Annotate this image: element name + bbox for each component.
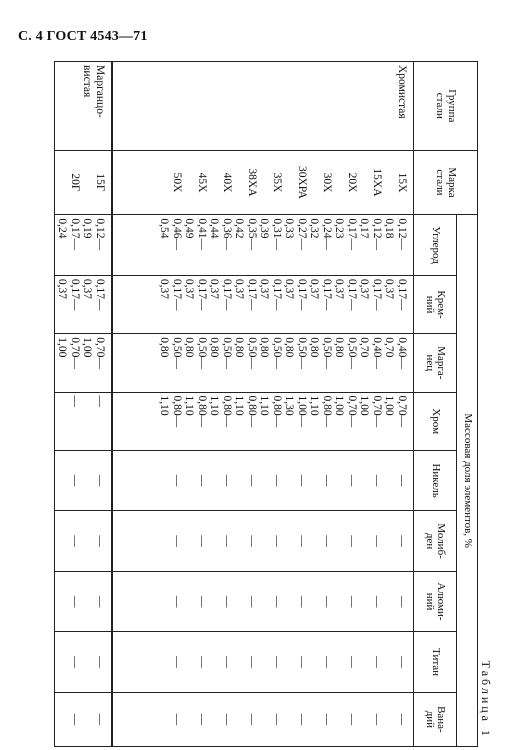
page-header: С. 4 ГОСТ 4543—71 xyxy=(18,29,148,44)
vanadium-dash: — xyxy=(346,713,358,726)
molybdenum-dash: — xyxy=(93,535,106,547)
silicon-value: 0,37 xyxy=(183,278,196,299)
steel-grades-cell xyxy=(112,150,414,215)
header-manganese: Марга- нец xyxy=(414,334,457,392)
steel-grade: 15Г xyxy=(93,173,106,192)
silicon-value: 0,17— xyxy=(321,278,333,311)
header-grade: Марка стали xyxy=(414,150,478,215)
aluminum-dash: — xyxy=(346,595,358,608)
nickel-dash: — xyxy=(346,474,358,487)
header-aluminum: Алюми- ний xyxy=(414,571,457,631)
carbon-value: 0,46— xyxy=(171,218,183,251)
nickel-dash: — xyxy=(271,474,283,487)
molybdenum-dash: — xyxy=(371,535,383,547)
nickel-dash: — xyxy=(196,474,208,487)
steel-grade: 35Х xyxy=(271,172,283,193)
nickel-dash: — xyxy=(296,474,308,487)
chromium-values-cell xyxy=(55,392,112,450)
manganese-value: 0,80 xyxy=(308,337,321,358)
silicon-value: 0,37 xyxy=(358,278,371,299)
table-row xyxy=(112,62,414,747)
nickel-dash: — xyxy=(396,474,408,487)
steel-grade: 30Х xyxy=(321,172,333,193)
header-titanium: Титан xyxy=(414,632,457,692)
chromium-value: 0,80— xyxy=(271,395,283,428)
manganese-value: 1,00 xyxy=(81,337,94,358)
silicon-value: 0,17— xyxy=(196,278,208,311)
steel-grade: 20Г xyxy=(68,173,81,192)
molybdenum-dash: — xyxy=(271,535,283,547)
titanium-dash: — xyxy=(196,656,208,668)
manganese-value: 0,80 xyxy=(283,337,296,358)
header-nickel: Никель xyxy=(414,450,457,510)
manganese-value: 0,50— xyxy=(296,337,308,369)
chromium-value xyxy=(56,396,69,447)
silicon-value: 0,17— xyxy=(171,278,183,311)
chromium-value: 0,80— xyxy=(221,395,233,428)
carbon-values-cell xyxy=(55,215,112,275)
manganese-values-cell xyxy=(55,334,112,392)
nickel-values-cell xyxy=(112,450,414,510)
nickel-dash: — xyxy=(221,474,233,487)
manganese-value: 0,80 xyxy=(208,337,221,358)
nickel-dash: — xyxy=(93,474,106,487)
silicon-value: 0,17— xyxy=(396,278,408,311)
nickel-dash: — xyxy=(371,474,383,487)
steel-grade: 20Х xyxy=(346,172,358,193)
manganese-value: 0,50— xyxy=(346,337,358,369)
manganese-value: 0,50— xyxy=(271,337,283,369)
aluminum-dash: — xyxy=(221,595,233,608)
chromium-value: 1,00— xyxy=(296,395,308,428)
chromium-value xyxy=(81,396,94,447)
steel-grade: 45Х xyxy=(196,172,208,193)
silicon-value: 0,17— xyxy=(221,278,233,311)
aluminum-values-cell xyxy=(55,571,112,631)
manganese-values-cell xyxy=(112,334,414,392)
carbon-value: 0,44 xyxy=(208,218,221,239)
molybdenum-values-cell xyxy=(112,511,414,571)
rotated-table-area xyxy=(54,61,494,747)
vanadium-dash: — xyxy=(396,713,408,726)
steel-grade: 15Х xyxy=(396,172,408,193)
manganese-value: 0,70 xyxy=(358,337,371,358)
manganese-value: 0,80 xyxy=(158,337,171,358)
silicon-value: 0,17— xyxy=(93,278,106,311)
silicon-values-cell xyxy=(55,275,112,333)
vanadium-dash: — xyxy=(196,713,208,726)
aluminum-dash: — xyxy=(93,595,106,608)
chromium-value: — xyxy=(68,395,81,408)
vanadium-dash: — xyxy=(221,713,233,726)
table-body xyxy=(55,62,414,747)
vanadium-dash: — xyxy=(296,713,308,726)
carbon-value: 0,17 xyxy=(358,218,371,239)
silicon-value: 0,17— xyxy=(346,278,358,311)
chromium-value: 1,00 xyxy=(358,395,371,416)
carbon-value: 0,18 xyxy=(383,218,396,239)
header-molybdenum: Молиб- ден xyxy=(414,511,457,571)
silicon-value: 0,37 xyxy=(158,278,171,299)
carbon-value: 0,54 xyxy=(158,218,171,239)
steel-group: Марганцо- вистая xyxy=(55,62,112,151)
titanium-dash: — xyxy=(221,656,233,668)
chromium-value: 0,70— xyxy=(371,395,383,428)
vanadium-values-cell xyxy=(112,692,414,746)
carbon-value: 0,12— xyxy=(371,218,383,251)
manganese-value: 1,00 xyxy=(56,337,69,358)
silicon-value: 0,37 xyxy=(233,278,246,299)
silicon-value: 0,17— xyxy=(296,278,308,311)
manganese-value: 0,80 xyxy=(333,337,346,358)
molybdenum-dash: — xyxy=(246,535,258,547)
steel-grade: 30ХРА xyxy=(296,165,308,199)
silicon-value: 0,37 xyxy=(56,278,69,299)
titanium-dash: — xyxy=(371,656,383,668)
aluminum-dash: — xyxy=(246,595,258,608)
titanium-values-cell xyxy=(112,632,414,692)
silicon-values-cell xyxy=(112,275,414,333)
chromium-value: 1,30 xyxy=(283,395,296,416)
chromium-value: 0,80— xyxy=(321,395,333,428)
titanium-dash: — xyxy=(271,656,283,668)
carbon-value: 0,27— xyxy=(296,218,308,251)
vanadium-dash: — xyxy=(321,713,333,726)
silicon-value: 0,17— xyxy=(371,278,383,311)
carbon-value: 0,35— xyxy=(246,218,258,251)
carbon-value: 0,32 xyxy=(308,218,321,239)
carbon-value: 0,24— xyxy=(321,218,333,251)
table-caption: Таблица 1 xyxy=(479,660,493,739)
chromium-value: 0,80— xyxy=(246,395,258,428)
chromium-value: 1,10 xyxy=(158,395,171,416)
carbon-value: 0,49 xyxy=(183,218,196,239)
carbon-value: 0,41— xyxy=(196,218,208,251)
titanium-dash: — xyxy=(246,656,258,668)
carbon-value: 0,17— xyxy=(68,218,81,251)
header-chromium: Хром xyxy=(414,392,457,450)
manganese-value: 0,40— xyxy=(396,337,408,369)
vanadium-values-cell xyxy=(55,692,112,746)
carbon-value: 0,17— xyxy=(346,218,358,251)
manganese-value: 0,50— xyxy=(171,337,183,369)
titanium-dash: — xyxy=(346,656,358,668)
aluminum-dash: — xyxy=(196,595,208,608)
header-silicon: Крем- ний xyxy=(414,275,457,333)
carbon-value: 0,42 xyxy=(233,218,246,239)
chromium-value: 0,70— xyxy=(346,395,358,428)
carbon-value: 0,19 xyxy=(81,218,94,239)
silicon-value: 0,37 xyxy=(81,278,94,299)
nickel-dash: — xyxy=(68,474,81,487)
steel-grade: 40Х xyxy=(221,172,233,193)
aluminum-values-cell xyxy=(112,571,414,631)
chromium-value: 0,80— xyxy=(171,395,183,428)
carbon-value: 0,24 xyxy=(56,218,69,239)
silicon-value: 0,37 xyxy=(333,278,346,299)
carbon-value: 0,36— xyxy=(221,218,233,251)
silicon-value: 0,37 xyxy=(308,278,321,299)
vanadium-dash: — xyxy=(246,713,258,726)
molybdenum-dash: — xyxy=(321,535,333,547)
carbon-value: 0,12— xyxy=(93,218,106,251)
aluminum-dash: — xyxy=(396,595,408,608)
molybdenum-dash: — xyxy=(196,535,208,547)
nickel-dash: — xyxy=(171,474,183,487)
aluminum-dash: — xyxy=(371,595,383,608)
silicon-value: 0,37 xyxy=(258,278,271,299)
titanium-dash: — xyxy=(296,656,308,668)
manganese-value: 0,70— xyxy=(93,337,106,369)
carbon-value: 0,39 xyxy=(258,218,271,239)
silicon-value: 0,17— xyxy=(68,278,81,311)
steel-grade: 50Х xyxy=(171,172,183,193)
header-mass-fraction: Массовая доля элементов, % xyxy=(457,215,478,747)
manganese-value: 0,40— xyxy=(371,337,383,369)
chromium-values-cell xyxy=(112,392,414,450)
chromium-value: 0,70— xyxy=(396,395,408,428)
manganese-value: 0,50— xyxy=(321,337,333,369)
nickel-dash: — xyxy=(321,474,333,487)
molybdenum-dash: — xyxy=(346,535,358,547)
titanium-dash: — xyxy=(93,656,106,668)
chromium-value: 1,00 xyxy=(383,395,396,416)
aluminum-dash: — xyxy=(321,595,333,608)
titanium-values-cell xyxy=(55,632,112,692)
titanium-dash: — xyxy=(396,656,408,668)
carbon-value: 0,33 xyxy=(283,218,296,239)
manganese-value: 0,50— xyxy=(221,337,233,369)
manganese-value: 0,70 xyxy=(383,337,396,358)
vanadium-dash: — xyxy=(271,713,283,726)
steel-group: Хромистая xyxy=(112,62,414,151)
table-row xyxy=(55,62,112,747)
aluminum-dash: — xyxy=(68,595,81,608)
molybdenum-values-cell xyxy=(55,511,112,571)
manganese-value: 0,50— xyxy=(196,337,208,369)
steel-grades-cell xyxy=(55,150,112,215)
silicon-value: 0,37 xyxy=(283,278,296,299)
titanium-dash: — xyxy=(321,656,333,668)
silicon-value: 0,37 xyxy=(383,278,396,299)
vanadium-dash: — xyxy=(171,713,183,726)
vanadium-dash: — xyxy=(68,713,81,726)
chromium-value: 1,10 xyxy=(208,395,221,416)
nickel-dash: — xyxy=(246,474,258,487)
carbon-value: 0,12— xyxy=(396,218,408,251)
molybdenum-dash: — xyxy=(396,535,408,547)
vanadium-dash: — xyxy=(93,713,106,726)
silicon-value: 0,37 xyxy=(208,278,221,299)
steel-composition-table xyxy=(54,61,478,747)
molybdenum-dash: — xyxy=(221,535,233,547)
aluminum-dash: — xyxy=(171,595,183,608)
manganese-value: 0,80 xyxy=(258,337,271,358)
header-carbon: Углерод xyxy=(414,215,457,275)
steel-grade: 38ХА xyxy=(246,168,258,197)
aluminum-dash: — xyxy=(271,595,283,608)
carbon-values-cell xyxy=(112,215,414,275)
vanadium-dash: — xyxy=(371,713,383,726)
silicon-value: 0,17— xyxy=(246,278,258,311)
chromium-value: — xyxy=(93,395,106,408)
chromium-value: 1,10 xyxy=(233,395,246,416)
titanium-dash: — xyxy=(171,656,183,668)
molybdenum-dash: — xyxy=(296,535,308,547)
manganese-value: 0,50— xyxy=(246,337,258,369)
nickel-values-cell xyxy=(55,450,112,510)
molybdenum-dash: — xyxy=(68,535,81,547)
carbon-value: 0,23 xyxy=(333,218,346,239)
aluminum-dash: — xyxy=(296,595,308,608)
chromium-value: 1,10 xyxy=(308,395,321,416)
header-vanadium: Вана- дий xyxy=(414,692,457,746)
chromium-value: 1,00 xyxy=(333,395,346,416)
manganese-value: 0,80 xyxy=(233,337,246,358)
chromium-value: 1,10 xyxy=(258,395,271,416)
carbon-value: 0,31— xyxy=(271,218,283,251)
chromium-value: 1,10 xyxy=(183,395,196,416)
manganese-value: 0,80 xyxy=(183,337,196,358)
header-group: Группа стали xyxy=(414,62,478,151)
chromium-value: 0,80— xyxy=(196,395,208,428)
molybdenum-dash: — xyxy=(171,535,183,547)
steel-grade: 15ХА xyxy=(371,168,383,197)
manganese-value: 0,70— xyxy=(68,337,81,369)
silicon-value: 0,17— xyxy=(271,278,283,311)
titanium-dash: — xyxy=(68,656,81,668)
